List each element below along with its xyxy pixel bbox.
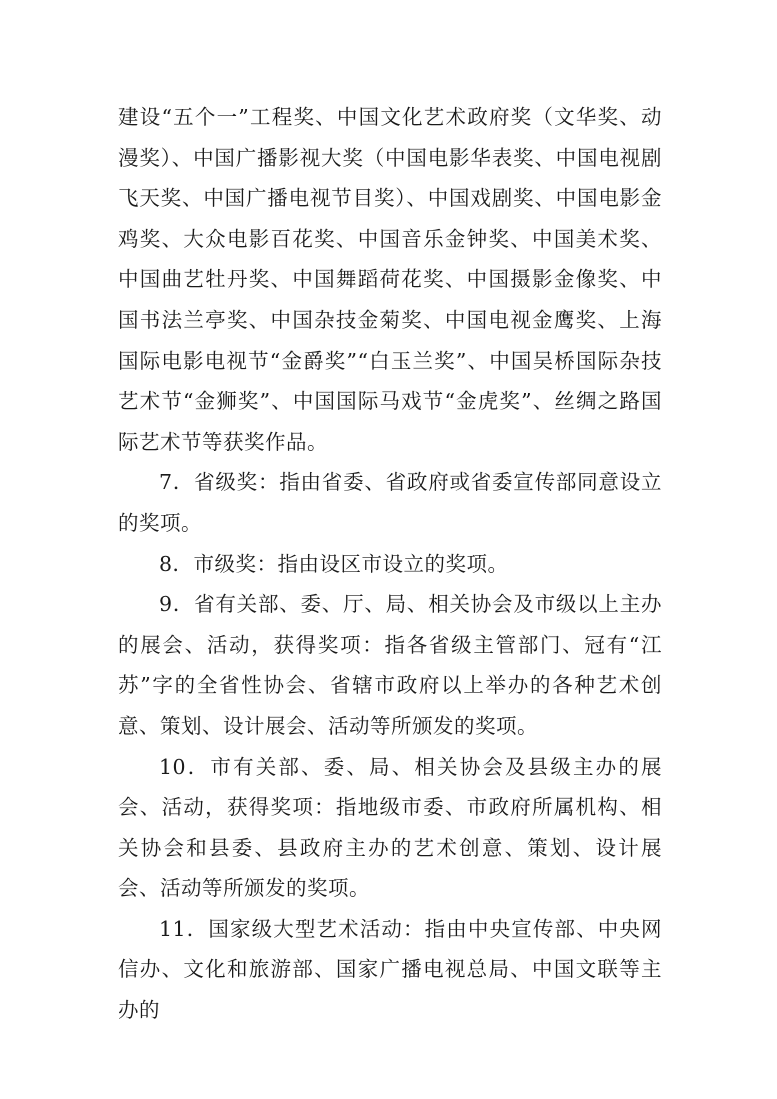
paragraph-item-7-provincial-award: 7．省级奖：指由省委、省政府或省委宣传部同意设立的奖项。 (118, 470, 662, 535)
paragraph-item-11-national-events: 11．国家级大型艺术活动：指由中央宣传部、中央网信办、文化和旅游部、国家广播电视总局、中国文联等主办的 (118, 916, 662, 1023)
paragraph-item-9-provincial-events: 9．省有关部、委、厅、局、相关协会及市级以上主办的展会、活动，获得奖项：指各省级主管部门、冠有“江苏”字的全省性协会、省辖市政府以上举办的各种艺术创意、策划、设计展会、活动等所颁发的奖项。 (118, 592, 662, 738)
document-body (118, 97, 662, 1031)
paragraph-item-10-city-events: 10．市有关部、委、局、相关协会及县级主办的展会、活动，获得奖项：指地级市委、市政府所属机构、相关协会和县委、县政府主办的艺术创意、策划、设计展会、活动等所颁发的奖项。 (118, 754, 662, 901)
paragraph-awards-list: 建设“五个一”工程奖、中国文化艺术政府奖（文华奖、动漫奖）、中国广播影视大奖（中国电影华表奖、中国电视剧飞天奖、中国广播电视节目奖）、中国戏剧奖、中国电影金鸡奖、大众电影百花奖、中国音乐金钟奖、中国美术奖、中国曲艺牡丹奖、中国舞蹈荷花奖、中国摄影金像奖、中国书法兰亭奖、中国杂技金菊奖、中国电视金鹰奖、上海国际电影电视节“金爵奖”“白玉兰奖”、中国吴桥国际杂技艺术节“金狮奖”、中国国际马戏节“金虎奖”、丝绸之路国际艺术节等获奖作品。 (118, 105, 662, 454)
paragraph-item-8-city-award: 8．市级奖：指由设区市设立的奖项。 (159, 551, 509, 576)
